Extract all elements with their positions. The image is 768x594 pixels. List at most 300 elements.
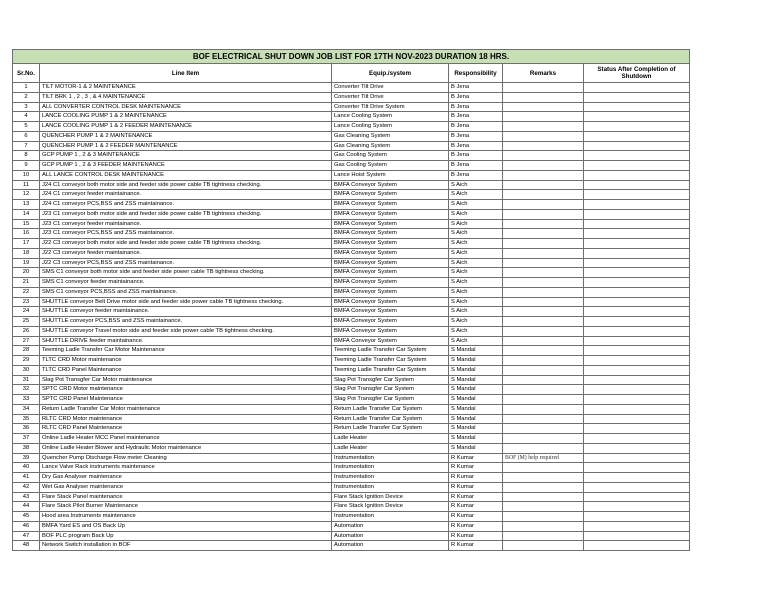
cell-responsibility[interactable]: S Mandal bbox=[449, 434, 503, 444]
cell-equip-system[interactable]: Gas Cooling System bbox=[332, 151, 449, 161]
cell-remarks[interactable] bbox=[503, 414, 584, 424]
cell-status[interactable] bbox=[584, 424, 690, 434]
cell-responsibility[interactable]: S Aich bbox=[449, 248, 503, 258]
cell-remarks[interactable] bbox=[503, 375, 584, 385]
cell-status[interactable] bbox=[584, 112, 690, 122]
cell-remarks[interactable] bbox=[503, 434, 584, 444]
table-row bbox=[13, 122, 690, 132]
cell-remarks[interactable] bbox=[503, 92, 584, 102]
cell-status[interactable] bbox=[584, 278, 690, 288]
cell-equip-system[interactable]: Ladle Heater bbox=[332, 434, 449, 444]
cell-line-item[interactable]: Dry Gas Analyser maintenance bbox=[40, 473, 332, 483]
cell-sr-no[interactable]: 13 bbox=[13, 200, 40, 210]
cell-responsibility[interactable]: R Kumar bbox=[449, 482, 503, 492]
cell-sr-no[interactable]: 7 bbox=[13, 141, 40, 151]
cell-responsibility[interactable]: B Jena bbox=[449, 92, 503, 102]
cell-sr-no[interactable]: 41 bbox=[13, 473, 40, 483]
cell-remarks[interactable] bbox=[503, 258, 584, 268]
cell-responsibility[interactable]: B Jena bbox=[449, 161, 503, 171]
cell-status[interactable] bbox=[584, 463, 690, 473]
cell-equip-system[interactable]: BMFA Conveyor System bbox=[332, 297, 449, 307]
job-list-table bbox=[12, 49, 690, 551]
cell-sr-no[interactable]: 4 bbox=[13, 112, 40, 122]
cell-responsibility[interactable]: R Kumar bbox=[449, 463, 503, 473]
cell-sr-no[interactable]: 15 bbox=[13, 219, 40, 229]
cell-status[interactable] bbox=[584, 229, 690, 239]
cell-line-item[interactable]: J23 C1 conveyor feeder maintainance. bbox=[40, 219, 332, 229]
cell-sr-no[interactable]: 25 bbox=[13, 317, 40, 327]
cell-equip-system[interactable]: BMFA Conveyor System bbox=[332, 239, 449, 249]
cell-line-item[interactable]: SMS C1 conveyor feeder maintainance. bbox=[40, 278, 332, 288]
cell-status[interactable] bbox=[584, 219, 690, 229]
cell-equip-system[interactable]: BMFA Conveyor System bbox=[332, 229, 449, 239]
cell-line-item[interactable]: SPTC CRD Panel Maintenance bbox=[40, 395, 332, 405]
cell-sr-no[interactable]: 2 bbox=[13, 92, 40, 102]
cell-sr-no[interactable]: 24 bbox=[13, 307, 40, 317]
table-row bbox=[13, 209, 690, 219]
cell-sr-no[interactable]: 44 bbox=[13, 502, 40, 512]
cell-equip-system[interactable]: BMFA Conveyor System bbox=[332, 317, 449, 327]
cell-responsibility[interactable]: S Aich bbox=[449, 219, 503, 229]
cell-remarks[interactable] bbox=[503, 209, 584, 219]
cell-remarks[interactable] bbox=[503, 473, 584, 483]
table-row bbox=[13, 395, 690, 405]
cell-responsibility[interactable]: S Mandal bbox=[449, 395, 503, 405]
cell-line-item[interactable]: Quencher Pump Discharge Flow meter Cleaning bbox=[40, 453, 332, 463]
cell-responsibility[interactable]: R Kumar bbox=[449, 541, 503, 551]
cell-equip-system[interactable]: Lance Cooling System bbox=[332, 112, 449, 122]
cell-responsibility[interactable]: S Aich bbox=[449, 239, 503, 249]
cell-responsibility[interactable]: S Aich bbox=[449, 258, 503, 268]
cell-remarks[interactable] bbox=[503, 346, 584, 356]
cell-responsibility[interactable]: B Jena bbox=[449, 112, 503, 122]
cell-status[interactable] bbox=[584, 404, 690, 414]
cell-status[interactable] bbox=[584, 131, 690, 141]
table-row bbox=[13, 297, 690, 307]
cell-status[interactable] bbox=[584, 346, 690, 356]
cell-responsibility[interactable]: S Aich bbox=[449, 336, 503, 346]
cell-responsibility[interactable]: R Kumar bbox=[449, 531, 503, 541]
cell-remarks[interactable] bbox=[503, 180, 584, 190]
cell-status[interactable] bbox=[584, 365, 690, 375]
cell-responsibility[interactable]: S Aich bbox=[449, 326, 503, 336]
cell-status[interactable] bbox=[584, 326, 690, 336]
cell-remarks[interactable] bbox=[503, 297, 584, 307]
cell-equip-system[interactable]: BMFA Conveyor System bbox=[332, 200, 449, 210]
cell-remarks[interactable] bbox=[503, 463, 584, 473]
cell-sr-no[interactable]: 36 bbox=[13, 424, 40, 434]
cell-responsibility[interactable]: S Aich bbox=[449, 229, 503, 239]
cell-responsibility[interactable]: S Mandal bbox=[449, 365, 503, 375]
cell-line-item[interactable]: ALL LANCE CONTROL DESK MAINTENANCE bbox=[40, 170, 332, 180]
cell-equip-system[interactable]: Lance Cooling System bbox=[332, 122, 449, 132]
cell-equip-system[interactable]: BMFA Conveyor System bbox=[332, 248, 449, 258]
cell-status[interactable] bbox=[584, 531, 690, 541]
table-row bbox=[13, 317, 690, 327]
cell-responsibility[interactable]: S Aich bbox=[449, 200, 503, 210]
cell-sr-no[interactable]: 1 bbox=[13, 83, 40, 93]
cell-line-item[interactable]: RLTC CRD Motor maintenance bbox=[40, 414, 332, 424]
cell-equip-system[interactable]: Converter Tilt Drive bbox=[332, 92, 449, 102]
cell-equip-system[interactable]: Instrumentation bbox=[332, 482, 449, 492]
cell-responsibility[interactable]: S Aich bbox=[449, 180, 503, 190]
cell-remarks[interactable] bbox=[503, 356, 584, 366]
cell-sr-no[interactable]: 35 bbox=[13, 414, 40, 424]
cell-equip-system[interactable]: Instrumentation bbox=[332, 473, 449, 483]
cell-remarks[interactable]: BOF (M) help required bbox=[503, 453, 584, 463]
cell-line-item[interactable]: SMS C1 conveyor both motor side and feeder side power cable TB tightness checking. bbox=[40, 268, 332, 278]
cell-status[interactable] bbox=[584, 521, 690, 531]
cell-line-item[interactable]: QUENCHER PUMP 1 & 2 FEEDER MAINTENANCE bbox=[40, 141, 332, 151]
cell-status[interactable] bbox=[584, 151, 690, 161]
cell-remarks[interactable] bbox=[503, 248, 584, 258]
cell-remarks[interactable] bbox=[503, 83, 584, 93]
cell-status[interactable] bbox=[584, 375, 690, 385]
cell-sr-no[interactable]: 8 bbox=[13, 151, 40, 161]
cell-remarks[interactable] bbox=[503, 404, 584, 414]
cell-line-item[interactable]: Flare Stack Panel maintenance bbox=[40, 492, 332, 502]
cell-equip-system[interactable]: Lance Hoist System bbox=[332, 170, 449, 180]
cell-equip-system[interactable]: Slag Pot Transgfer Car System bbox=[332, 385, 449, 395]
cell-remarks[interactable] bbox=[503, 151, 584, 161]
cell-equip-system[interactable]: Gas Cleaning System bbox=[332, 141, 449, 151]
cell-equip-system[interactable]: Converter Tilt Drive bbox=[332, 83, 449, 93]
cell-responsibility[interactable]: B Jena bbox=[449, 170, 503, 180]
cell-line-item[interactable]: SMS C1 conveyor PCS,BSS and ZSS maintainance. bbox=[40, 287, 332, 297]
cell-status[interactable] bbox=[584, 170, 690, 180]
cell-sr-no[interactable]: 40 bbox=[13, 463, 40, 473]
cell-line-item[interactable]: LANCE COOLING PUMP 1 & 2 MAINTENANCE bbox=[40, 112, 332, 122]
cell-remarks[interactable] bbox=[503, 443, 584, 453]
cell-sr-no[interactable]: 9 bbox=[13, 161, 40, 171]
cell-remarks[interactable] bbox=[503, 521, 584, 531]
cell-sr-no[interactable]: 29 bbox=[13, 356, 40, 366]
cell-sr-no[interactable]: 26 bbox=[13, 326, 40, 336]
cell-line-item[interactable]: TLTC CRD Panel Maintenance bbox=[40, 365, 332, 375]
cell-responsibility[interactable]: B Jena bbox=[449, 151, 503, 161]
cell-remarks[interactable] bbox=[503, 229, 584, 239]
cell-status[interactable] bbox=[584, 307, 690, 317]
cell-responsibility[interactable]: S Aich bbox=[449, 209, 503, 219]
cell-remarks[interactable] bbox=[503, 482, 584, 492]
cell-sr-no[interactable]: 46 bbox=[13, 521, 40, 531]
cell-line-item[interactable]: Teeming Ladle Transfer Car Motor Maintenance bbox=[40, 346, 332, 356]
cell-remarks[interactable] bbox=[503, 336, 584, 346]
table-row bbox=[13, 502, 690, 512]
cell-remarks[interactable] bbox=[503, 502, 584, 512]
cell-remarks[interactable] bbox=[503, 424, 584, 434]
cell-status[interactable] bbox=[584, 414, 690, 424]
cell-status[interactable] bbox=[584, 356, 690, 366]
cell-sr-no[interactable]: 37 bbox=[13, 434, 40, 444]
cell-remarks[interactable] bbox=[503, 512, 584, 522]
cell-line-item[interactable]: Wet Gas Analyser maintenance bbox=[40, 482, 332, 492]
cell-equip-system[interactable]: BMFA Conveyor System bbox=[332, 326, 449, 336]
cell-status[interactable] bbox=[584, 258, 690, 268]
cell-remarks[interactable] bbox=[503, 278, 584, 288]
cell-sr-no[interactable]: 43 bbox=[13, 492, 40, 502]
cell-responsibility[interactable]: R Kumar bbox=[449, 512, 503, 522]
cell-responsibility[interactable]: S Mandal bbox=[449, 385, 503, 395]
cell-line-item[interactable]: J23 C1 conveyor PCS,BSS and ZSS maintainance. bbox=[40, 229, 332, 239]
cell-equip-system[interactable]: Return Ladle Transfer Car System bbox=[332, 424, 449, 434]
cell-remarks[interactable] bbox=[503, 219, 584, 229]
cell-responsibility[interactable]: B Jena bbox=[449, 122, 503, 132]
cell-equip-system[interactable]: BMFA Conveyor System bbox=[332, 287, 449, 297]
cell-line-item[interactable]: Slag Pot Transgfer Car Motor maintenance bbox=[40, 375, 332, 385]
cell-responsibility[interactable]: S Aich bbox=[449, 190, 503, 200]
cell-remarks[interactable] bbox=[503, 395, 584, 405]
cell-equip-system[interactable]: Instrumentation bbox=[332, 453, 449, 463]
cell-status[interactable] bbox=[584, 395, 690, 405]
cell-equip-system[interactable]: Automation bbox=[332, 521, 449, 531]
cell-sr-no[interactable]: 39 bbox=[13, 453, 40, 463]
cell-equip-system[interactable]: Automation bbox=[332, 531, 449, 541]
cell-line-item[interactable]: SHUTTLE DRIVE feeder maintainance. bbox=[40, 336, 332, 346]
cell-responsibility[interactable]: S Aich bbox=[449, 268, 503, 278]
cell-sr-no[interactable]: 42 bbox=[13, 482, 40, 492]
cell-line-item[interactable]: Lance Valve Rack instruments maintenance bbox=[40, 463, 332, 473]
cell-sr-no[interactable]: 28 bbox=[13, 346, 40, 356]
cell-sr-no[interactable]: 23 bbox=[13, 297, 40, 307]
cell-line-item[interactable]: BMFA Yard ES and OS Back Up bbox=[40, 521, 332, 531]
cell-sr-no[interactable]: 48 bbox=[13, 541, 40, 551]
cell-sr-no[interactable]: 14 bbox=[13, 209, 40, 219]
cell-status[interactable] bbox=[584, 385, 690, 395]
cell-responsibility[interactable]: S Mandal bbox=[449, 414, 503, 424]
cell-line-item[interactable]: QUENCHER PUMP 1 & 2 MAINTENANCE bbox=[40, 131, 332, 141]
cell-sr-no[interactable]: 17 bbox=[13, 239, 40, 249]
cell-status[interactable] bbox=[584, 336, 690, 346]
cell-line-item[interactable]: TLTC CRD Motor maintenance bbox=[40, 356, 332, 366]
cell-equip-system[interactable]: Return Ladle Transfer Car System bbox=[332, 414, 449, 424]
cell-status[interactable] bbox=[584, 473, 690, 483]
cell-line-item[interactable]: Online Ladle Heater Blower and Hydraulic Motor maintenance bbox=[40, 443, 332, 453]
cell-remarks[interactable] bbox=[503, 190, 584, 200]
cell-line-item[interactable]: Flare Stack Pilot Burner Maintenance bbox=[40, 502, 332, 512]
cell-status[interactable] bbox=[584, 190, 690, 200]
cell-sr-no[interactable]: 33 bbox=[13, 395, 40, 405]
cell-responsibility[interactable]: R Kumar bbox=[449, 502, 503, 512]
cell-status[interactable] bbox=[584, 122, 690, 132]
cell-sr-no[interactable]: 30 bbox=[13, 365, 40, 375]
cell-sr-no[interactable]: 16 bbox=[13, 229, 40, 239]
cell-equip-system[interactable]: Slag Pot Transgfer Car System bbox=[332, 395, 449, 405]
cell-line-item[interactable]: SHUTTLE conveyor PCS,BSS and ZSS maintainance. bbox=[40, 317, 332, 327]
cell-sr-no[interactable]: 20 bbox=[13, 268, 40, 278]
cell-responsibility[interactable]: S Aich bbox=[449, 307, 503, 317]
cell-status[interactable] bbox=[584, 434, 690, 444]
cell-status[interactable] bbox=[584, 102, 690, 112]
cell-responsibility[interactable]: S Aich bbox=[449, 297, 503, 307]
cell-line-item[interactable]: SPTC CRD Motor maintenance bbox=[40, 385, 332, 395]
table-row bbox=[13, 287, 690, 297]
cell-remarks[interactable] bbox=[503, 268, 584, 278]
cell-responsibility[interactable]: S Mandal bbox=[449, 356, 503, 366]
cell-sr-no[interactable]: 5 bbox=[13, 122, 40, 132]
table-body bbox=[13, 83, 690, 551]
cell-equip-system[interactable]: Flare Stack Ignition Device bbox=[332, 492, 449, 502]
cell-remarks[interactable] bbox=[503, 122, 584, 132]
cell-status[interactable] bbox=[584, 248, 690, 258]
cell-line-item[interactable]: J23 C1 conveyor both motor side and feeder side power cable TB tightness checking. bbox=[40, 209, 332, 219]
cell-line-item[interactable]: LANCE COOLING PUMP 1 & 2 FEEDER MAINTENANCE bbox=[40, 122, 332, 132]
cell-responsibility[interactable]: R Kumar bbox=[449, 492, 503, 502]
header-responsibility: Responsibility bbox=[449, 64, 503, 83]
cell-remarks[interactable] bbox=[503, 326, 584, 336]
cell-responsibility[interactable]: B Jena bbox=[449, 141, 503, 151]
cell-equip-system[interactable]: Instrumentation bbox=[332, 463, 449, 473]
cell-status[interactable] bbox=[584, 92, 690, 102]
cell-equip-system[interactable]: Return Ladle Transfer Car System bbox=[332, 404, 449, 414]
cell-status[interactable] bbox=[584, 492, 690, 502]
cell-remarks[interactable] bbox=[503, 365, 584, 375]
cell-line-item[interactable]: Network Switch installation in BOF bbox=[40, 541, 332, 551]
cell-status[interactable] bbox=[584, 83, 690, 93]
cell-status[interactable] bbox=[584, 141, 690, 151]
cell-remarks[interactable] bbox=[503, 239, 584, 249]
cell-responsibility[interactable]: R Kumar bbox=[449, 453, 503, 463]
cell-status[interactable] bbox=[584, 200, 690, 210]
cell-status[interactable] bbox=[584, 502, 690, 512]
cell-line-item[interactable]: Return Ladle Transfer Car Motor maintenance bbox=[40, 404, 332, 414]
cell-line-item[interactable]: TILT MOTOR-1 & 2 MAINTENANCE bbox=[40, 83, 332, 93]
cell-line-item[interactable]: J22 C3 conveyor feeder maintainance. bbox=[40, 248, 332, 258]
cell-equip-system[interactable]: BMFA Conveyor System bbox=[332, 190, 449, 200]
cell-sr-no[interactable]: 21 bbox=[13, 278, 40, 288]
cell-status[interactable] bbox=[584, 317, 690, 327]
cell-status[interactable] bbox=[584, 512, 690, 522]
cell-line-item[interactable]: SHUTTLE conveyor Travel motor side and feeder side power cable TB tightness checking. bbox=[40, 326, 332, 336]
cell-responsibility[interactable]: S Mandal bbox=[449, 424, 503, 434]
cell-sr-no[interactable]: 11 bbox=[13, 180, 40, 190]
cell-responsibility[interactable]: B Jena bbox=[449, 102, 503, 112]
cell-sr-no[interactable]: 27 bbox=[13, 336, 40, 346]
cell-status[interactable] bbox=[584, 297, 690, 307]
cell-sr-no[interactable]: 18 bbox=[13, 248, 40, 258]
cell-equip-system[interactable]: Gas Cooling System bbox=[332, 161, 449, 171]
cell-equip-system[interactable]: Converter Tilt Drive System bbox=[332, 102, 449, 112]
cell-responsibility[interactable]: S Mandal bbox=[449, 346, 503, 356]
cell-equip-system[interactable]: Automation bbox=[332, 541, 449, 551]
cell-status[interactable] bbox=[584, 453, 690, 463]
cell-remarks[interactable] bbox=[503, 287, 584, 297]
cell-line-item[interactable]: J24 C1 conveyor PCS,BSS and ZSS maintainance. bbox=[40, 200, 332, 210]
cell-responsibility[interactable]: S Mandal bbox=[449, 404, 503, 414]
cell-equip-system[interactable]: Teeming Ladle Transfer Car System bbox=[332, 346, 449, 356]
cell-equip-system[interactable]: Gas Cleaning System bbox=[332, 131, 449, 141]
cell-equip-system[interactable]: BMFA Conveyor System bbox=[332, 268, 449, 278]
cell-status[interactable] bbox=[584, 209, 690, 219]
cell-sr-no[interactable]: 47 bbox=[13, 531, 40, 541]
cell-equip-system[interactable]: BMFA Conveyor System bbox=[332, 278, 449, 288]
cell-status[interactable] bbox=[584, 268, 690, 278]
cell-status[interactable] bbox=[584, 443, 690, 453]
cell-equip-system[interactable]: BMFA Conveyor System bbox=[332, 258, 449, 268]
cell-sr-no[interactable]: 34 bbox=[13, 404, 40, 414]
header-status: Status After Completion of Shutdown bbox=[584, 64, 690, 83]
cell-sr-no[interactable]: 32 bbox=[13, 385, 40, 395]
cell-sr-no[interactable]: 3 bbox=[13, 102, 40, 112]
cell-remarks[interactable] bbox=[503, 161, 584, 171]
cell-status[interactable] bbox=[584, 541, 690, 551]
cell-status[interactable] bbox=[584, 180, 690, 190]
cell-line-item[interactable]: J22 C3 conveyor both motor side and feeder side power cable TB tightness checking. bbox=[40, 239, 332, 249]
cell-remarks[interactable] bbox=[503, 170, 584, 180]
cell-remarks[interactable] bbox=[503, 200, 584, 210]
cell-equip-system[interactable]: Ladle Heater bbox=[332, 443, 449, 453]
cell-line-item[interactable]: Online Ladle Heater MCC Panel maintenance bbox=[40, 434, 332, 444]
cell-line-item[interactable]: J22 C3 conveyor PCS,BSS and ZSS maintainance. bbox=[40, 258, 332, 268]
cell-line-item[interactable]: GCP PUMP 1 , 2 & 3 FEEDER MAINTENANCE bbox=[40, 161, 332, 171]
cell-remarks[interactable] bbox=[503, 492, 584, 502]
cell-sr-no[interactable]: 38 bbox=[13, 443, 40, 453]
cell-status[interactable] bbox=[584, 482, 690, 492]
cell-line-item[interactable]: GCP PUMP 1 , 2 & 3 MAINTENANCE bbox=[40, 151, 332, 161]
cell-remarks[interactable] bbox=[503, 531, 584, 541]
cell-status[interactable] bbox=[584, 287, 690, 297]
cell-equip-system[interactable]: Flare Stack Ignition Device bbox=[332, 502, 449, 512]
cell-responsibility[interactable]: S Aich bbox=[449, 278, 503, 288]
cell-line-item[interactable]: SHUTTLE conveyor feeder maintainance. bbox=[40, 307, 332, 317]
cell-line-item[interactable]: BOF PLC program Back Up bbox=[40, 531, 332, 541]
cell-remarks[interactable] bbox=[503, 112, 584, 122]
cell-equip-system[interactable]: Instrumentation bbox=[332, 512, 449, 522]
cell-responsibility[interactable]: R Kumar bbox=[449, 521, 503, 531]
cell-responsibility[interactable]: B Jena bbox=[449, 131, 503, 141]
cell-sr-no[interactable]: 31 bbox=[13, 375, 40, 385]
table-row bbox=[13, 131, 690, 141]
cell-remarks[interactable] bbox=[503, 385, 584, 395]
cell-remarks[interactable] bbox=[503, 102, 584, 112]
cell-remarks[interactable] bbox=[503, 541, 584, 551]
cell-remarks[interactable] bbox=[503, 131, 584, 141]
cell-equip-system[interactable]: Teeming Ladle Transfer Car System bbox=[332, 365, 449, 375]
cell-responsibility[interactable]: S Mandal bbox=[449, 375, 503, 385]
cell-line-item[interactable]: RLTC CRD Panel Maintenance bbox=[40, 424, 332, 434]
cell-status[interactable] bbox=[584, 161, 690, 171]
cell-sr-no[interactable]: 19 bbox=[13, 258, 40, 268]
cell-sr-no[interactable]: 45 bbox=[13, 512, 40, 522]
cell-responsibility[interactable]: S Aich bbox=[449, 317, 503, 327]
cell-responsibility[interactable]: S Mandal bbox=[449, 443, 503, 453]
cell-responsibility[interactable]: B Jena bbox=[449, 83, 503, 93]
cell-equip-system[interactable]: BMFA Conveyor System bbox=[332, 307, 449, 317]
cell-line-item[interactable]: J24 C1 conveyor both motor side and feeder side power cable TB tightness checking. bbox=[40, 180, 332, 190]
cell-line-item[interactable]: ALL CONVERTER CONTROL DESK MAINTENANCE bbox=[40, 102, 332, 112]
cell-equip-system[interactable]: BMFA Conveyor System bbox=[332, 180, 449, 190]
cell-remarks[interactable] bbox=[503, 317, 584, 327]
cell-equip-system[interactable]: BMFA Conveyor System bbox=[332, 209, 449, 219]
cell-responsibility[interactable]: S Aich bbox=[449, 287, 503, 297]
cell-remarks[interactable] bbox=[503, 307, 584, 317]
cell-equip-system[interactable]: Teeming Ladle Transfer Car System bbox=[332, 356, 449, 366]
cell-equip-system[interactable]: BMFA Conveyor System bbox=[332, 336, 449, 346]
cell-line-item[interactable]: J24 C1 conveyor feeder maintainance. bbox=[40, 190, 332, 200]
cell-sr-no[interactable]: 10 bbox=[13, 170, 40, 180]
cell-line-item[interactable]: Hood area Instruments maintenance bbox=[40, 512, 332, 522]
cell-responsibility[interactable]: R Kumar bbox=[449, 473, 503, 483]
cell-equip-system[interactable]: Slag Pot Transgfer Car System bbox=[332, 375, 449, 385]
cell-remarks[interactable] bbox=[503, 141, 584, 151]
cell-sr-no[interactable]: 22 bbox=[13, 287, 40, 297]
cell-status[interactable] bbox=[584, 239, 690, 249]
cell-sr-no[interactable]: 6 bbox=[13, 131, 40, 141]
cell-equip-system[interactable]: BMFA Conveyor System bbox=[332, 219, 449, 229]
cell-line-item[interactable]: SHUTTLE conveyor Belt Drive motor side and feeder side power cable TB tightness checking. bbox=[40, 297, 332, 307]
cell-sr-no[interactable]: 12 bbox=[13, 190, 40, 200]
cell-line-item[interactable]: TILT BRK 1 , 2 , 3 , & 4 MAINTENANCE bbox=[40, 92, 332, 102]
